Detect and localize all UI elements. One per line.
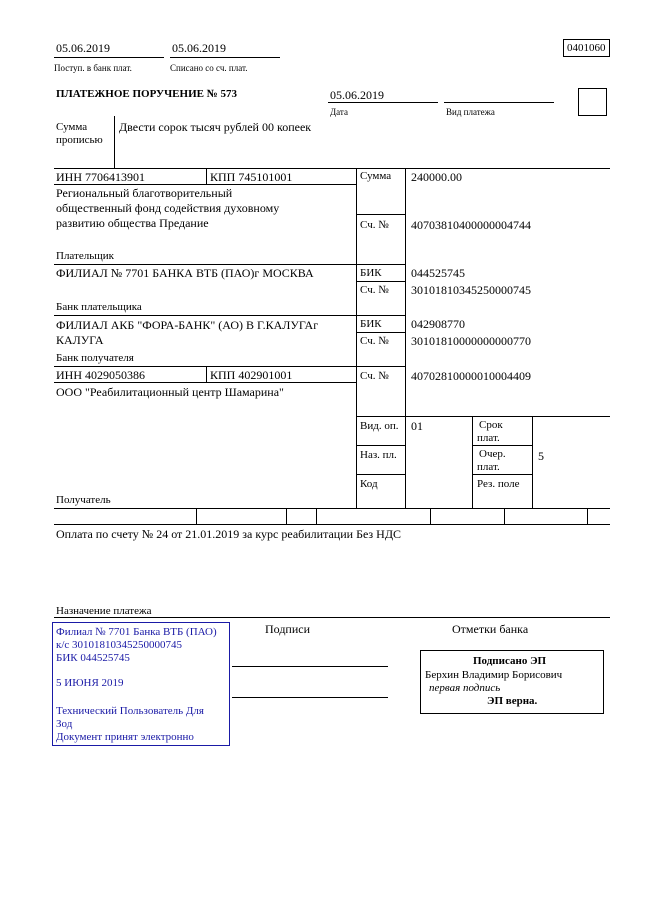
divider xyxy=(196,508,197,524)
payer-label: Плательщик xyxy=(56,250,114,262)
divider xyxy=(54,524,610,525)
payer-name: Региональный благотворительный xyxy=(56,186,233,200)
divider xyxy=(54,57,164,58)
account-label: Сч. № xyxy=(360,335,389,347)
payee-bank-label: Банк получателя xyxy=(56,352,134,364)
stamp-line: Филиал № 7701 Банка ВТБ (ПАО) xyxy=(56,626,217,638)
payer-corr-account: 30101810345250000745 xyxy=(411,283,531,297)
divider xyxy=(472,445,532,446)
divider xyxy=(170,57,280,58)
divider xyxy=(356,445,405,446)
naz-pl-label: Наз. пл. xyxy=(360,449,397,461)
divider xyxy=(356,416,610,417)
debited-date: 05.06.2019 xyxy=(172,41,226,55)
divider xyxy=(286,508,287,524)
payee-label: Получатель xyxy=(56,494,111,506)
payment-purpose: Оплата по счету № 24 от 21.01.2019 за курс реабилитации Без НДС xyxy=(56,527,402,541)
vid-op-value: 01 xyxy=(411,419,423,433)
divider xyxy=(54,366,405,367)
bank-stamp xyxy=(52,622,230,746)
stamp-line: Технический Пользователь Для xyxy=(56,705,204,717)
divider xyxy=(587,508,588,524)
ocher-value: 5 xyxy=(538,449,544,463)
purpose-label: Назначение платежа xyxy=(56,605,152,617)
signed-title: Подписано ЭП xyxy=(473,655,547,667)
payer-bik: 044525745 xyxy=(411,266,465,280)
divider xyxy=(405,168,406,508)
amount-words-value: Двести сорок тысяч рублей 00 копеек xyxy=(119,120,312,134)
payer-status-box xyxy=(578,88,607,116)
divider xyxy=(54,264,405,265)
date-label: Дата xyxy=(330,107,348,117)
payer-account: 40703810400000004744 xyxy=(411,218,531,232)
amount-words-label: Сумма xyxy=(56,121,88,133)
divider xyxy=(356,214,405,215)
payee-bank: ФИЛИАЛ АКБ "ФОРА-БАНК" (АО) В Г.КАЛУГАг xyxy=(56,318,319,332)
divider xyxy=(504,508,505,524)
debited-label: Списано со сч. плат. xyxy=(170,63,248,73)
divider xyxy=(114,116,115,168)
signature-line xyxy=(232,697,388,698)
divider xyxy=(316,508,317,524)
document-date: 05.06.2019 xyxy=(330,88,384,102)
account-label: Сч. № xyxy=(360,284,389,296)
divider xyxy=(328,102,438,103)
payee-kpp: КПП 402901001 xyxy=(210,368,293,382)
form-code-box xyxy=(563,39,610,57)
account-label: Сч. № xyxy=(360,219,389,231)
divider xyxy=(54,508,610,509)
divider xyxy=(54,168,610,169)
payer-bank-label: Банк плательщика xyxy=(56,301,142,313)
payer-bank: ФИЛИАЛ № 7701 БАНКА ВТБ (ПАО)г МОСКВА xyxy=(56,266,314,280)
srok-label: плат. xyxy=(477,432,500,444)
divider xyxy=(54,315,405,316)
signature-verified: ЭП верна. xyxy=(487,695,538,707)
signatures-label: Подписи xyxy=(265,622,311,636)
payer-name: развитию общества Предание xyxy=(56,216,209,230)
signature-line xyxy=(232,666,388,667)
signer-role: первая подпись xyxy=(429,682,501,694)
payer-kpp: КПП 745101001 xyxy=(210,170,293,184)
payee-corr-account: 30101810000000000770 xyxy=(411,334,531,348)
stamp-line: Документ принят электронно xyxy=(56,731,194,743)
payee-inn: ИНН 4029050386 xyxy=(56,368,145,382)
account-label: Сч. № xyxy=(360,370,389,382)
divider xyxy=(430,508,431,524)
stamp-date: 5 ИЮНЯ 2019 xyxy=(56,677,124,689)
bank-marks-label: Отметки банка xyxy=(452,622,529,636)
divider xyxy=(472,474,532,475)
e-signature-box xyxy=(420,650,604,714)
divider xyxy=(532,416,533,508)
divider xyxy=(356,168,357,508)
divider xyxy=(206,366,207,382)
stamp-line: БИК 044525745 xyxy=(56,652,130,664)
ocher-label: плат. xyxy=(477,461,500,473)
divider xyxy=(356,281,405,282)
divider xyxy=(356,474,405,475)
form-code: 0401060 xyxy=(567,42,606,54)
bik-label: БИК xyxy=(360,318,382,330)
payer-name: общественный фонд содействия духовному xyxy=(56,201,280,215)
sum-label: Сумма xyxy=(360,170,392,182)
divider xyxy=(54,382,356,383)
payee-bik: 042908770 xyxy=(411,317,465,331)
divider xyxy=(206,168,207,184)
kod-label: Код xyxy=(360,478,378,490)
payee-name: ООО "Реабилитационный центр Шамарина" xyxy=(56,385,284,399)
payer-inn: ИНН 7706413901 xyxy=(56,170,145,184)
ocher-label: Очер. xyxy=(479,448,506,460)
stamp-line: к/с 30101810345250000745 xyxy=(56,639,183,651)
vid-op-label: Вид. оп. xyxy=(360,420,399,432)
amount-words-label: прописью xyxy=(56,134,103,146)
divider xyxy=(472,416,473,508)
received-date: 05.06.2019 xyxy=(56,41,110,55)
stamp-line: Зод xyxy=(56,718,73,730)
divider xyxy=(356,332,405,333)
rez-pole-label: Рез. поле xyxy=(477,478,520,490)
bik-label: БИК xyxy=(360,267,382,279)
document-title: ПЛАТЕЖНОЕ ПОРУЧЕНИЕ № 573 xyxy=(56,88,238,100)
divider xyxy=(54,184,356,185)
divider xyxy=(444,102,554,103)
payee-account: 40702810000010004409 xyxy=(411,369,531,383)
payment-type-label: Вид платежа xyxy=(446,107,495,117)
payee-bank: КАЛУГА xyxy=(56,333,104,347)
sum-value: 240000.00 xyxy=(411,170,462,184)
srok-label: Срок xyxy=(479,419,503,431)
signer-name: Берхин Владимир Борисович xyxy=(425,669,563,681)
received-label: Поступ. в банк плат. xyxy=(54,63,132,73)
